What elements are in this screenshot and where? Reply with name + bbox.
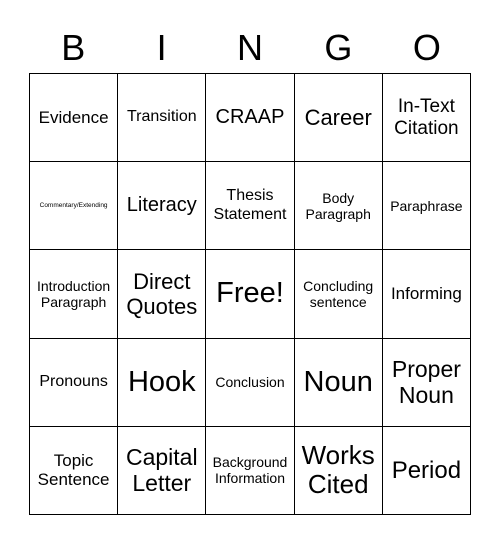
bingo-cell[interactable]: Capital Letter	[118, 427, 206, 515]
bingo-cell[interactable]: Informing	[383, 250, 471, 338]
bingo-cell[interactable]: Proper Noun	[383, 339, 471, 427]
bingo-cell[interactable]: Commentary/Extending	[30, 162, 118, 250]
bingo-cell[interactable]: In-Text Citation	[383, 74, 471, 162]
bingo-cell[interactable]: Career	[295, 74, 383, 162]
bingo-cell[interactable]: Evidence	[30, 74, 118, 162]
bingo-cell[interactable]: Direct Quotes	[118, 250, 206, 338]
bingo-cell[interactable]: Pronouns	[30, 339, 118, 427]
bingo-header	[29, 22, 471, 74]
bingo-cell[interactable]: Works Cited	[295, 427, 383, 515]
bingo-cell[interactable]: Introduction Paragraph	[30, 250, 118, 338]
bingo-cell[interactable]: CRAAP	[206, 74, 294, 162]
bingo-cell[interactable]: Background Information	[206, 427, 294, 515]
bingo-cell[interactable]: Concluding sentence	[295, 250, 383, 338]
bingo-cell[interactable]: Hook	[118, 339, 206, 427]
bingo-cell[interactable]: Body Paragraph	[295, 162, 383, 250]
header-letter-g: G	[324, 27, 353, 68]
header-letter-i: I	[156, 27, 167, 68]
bingo-cell[interactable]: Transition	[118, 74, 206, 162]
header-letter-b: B	[61, 27, 86, 68]
header-letter-n: N	[237, 27, 264, 68]
bingo-cell[interactable]: Period	[383, 427, 471, 515]
bingo-cell[interactable]: Noun	[295, 339, 383, 427]
bingo-cell[interactable]: Thesis Statement	[206, 162, 294, 250]
bingo-cell[interactable]: Conclusion	[206, 339, 294, 427]
bingo-cell[interactable]: Paraphrase	[383, 162, 471, 250]
bingo-board	[29, 73, 471, 515]
header-letter-o: O	[412, 27, 441, 68]
bingo-cell[interactable]: Topic Sentence	[30, 427, 118, 515]
free-space-cell[interactable]: Free!	[206, 250, 294, 338]
bingo-cell[interactable]: Literacy	[118, 162, 206, 250]
